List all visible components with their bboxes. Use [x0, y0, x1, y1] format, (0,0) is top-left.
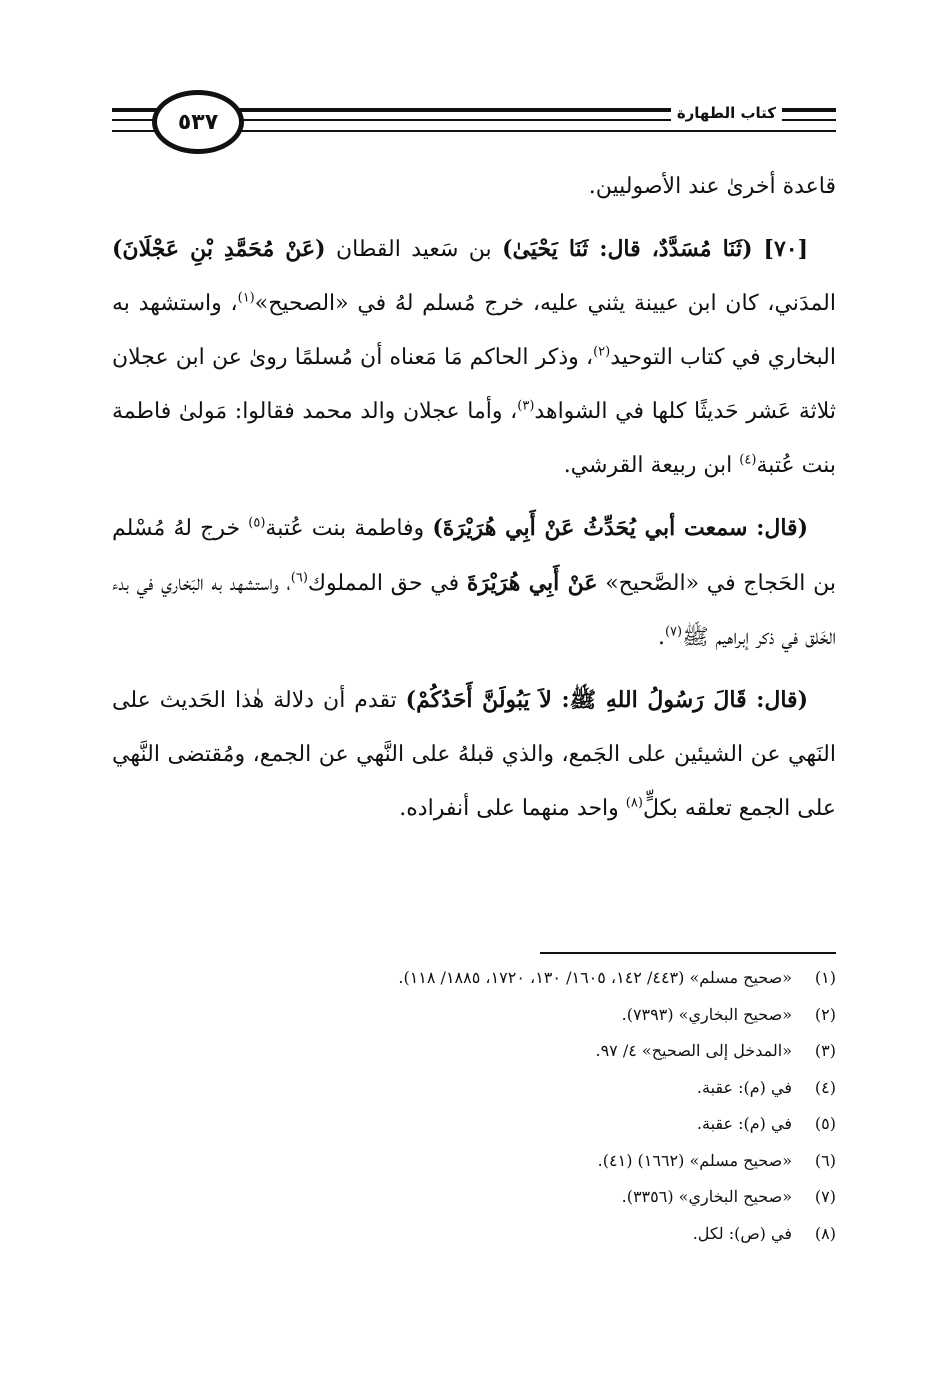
paragraph-1: قاعدة أخرىٰ عند الأصوليين. [588, 174, 836, 199]
hadith-chain: (عَنْ مُحَمَّدِ بْنِ عَجْلَانَ) [112, 236, 326, 262]
footnote-item [112, 1179, 836, 1216]
footnote-item [112, 1070, 836, 1107]
footnote-text: «صحيح البخاري» (٣٣٥٦). [621, 1187, 792, 1206]
text-span: خرج لهُ مُسْلم بن الحَجاج في «الصَّحيح» [112, 516, 836, 596]
footnote-number: (٣) [814, 1041, 836, 1060]
footnote-separator [540, 952, 836, 954]
footnote-number: (٤) [814, 1077, 836, 1097]
footnote-text: في (م): عقبة. [696, 1077, 792, 1097]
text-span: ، وذكر الحاكم مَا مَعناه أن مُسلمًا روىٰ عن ابن عجلان ثلاثة عَشر حَديثًا كلها في الشواهد [112, 345, 836, 424]
footnote-text: في (م): عقبة. [696, 1114, 792, 1133]
footnote-number: (٥) [814, 1114, 836, 1133]
footnote-ref-5[interactable]: (٥) [248, 515, 266, 531]
footnote-ref-4[interactable]: (٤) [739, 452, 757, 468]
footnote-item [112, 1106, 836, 1143]
footnote-ref-8[interactable]: (٨) [625, 795, 643, 811]
text-span: وفاطمة بنت عُتبة [265, 516, 433, 541]
footnote-text: «صحيح مسلم» (٤٤٣/ ١٤٢، ١٦٠٥/ ١٣٠، ١٧٢٠، ١٨٨٥/ ١١٨). [398, 968, 792, 987]
text-span: بن سَعيد القطان [325, 237, 503, 262]
paragraph-70 [112, 222, 836, 493]
text-span: ، وأما عجلان والد محمد فقالوا: مَولىٰ فاطمة بنت عُتبة [112, 399, 836, 478]
footnote-text: «صحيح مسلم» (١٦٦٢) (٤١). [597, 1150, 792, 1170]
footnote-item [112, 960, 836, 997]
footnote-item [112, 1033, 836, 1070]
text-span: ، واستشهد به البَخاري في بدء الخَلق في ذكر إبراهيم ﷺ [112, 571, 836, 650]
footnote-item [112, 997, 836, 1034]
text-span: ابن ربيعة القرشي. [563, 453, 740, 478]
hadith-chain: [٧٠] (ثَنَا مُسَدَّدٌ، قال: ثَنَا يَحْيَىٰ) [502, 236, 808, 262]
footnote-number: (٢) [814, 1004, 836, 1024]
footnote-number: (٦) [814, 1150, 836, 1170]
main-text [112, 160, 836, 844]
footnote-item [112, 1216, 836, 1253]
paragraph-4 [112, 673, 836, 836]
text-span: ، واستشهد به البخاري في كتاب التوحيد [112, 291, 836, 370]
page-number-badge [152, 90, 244, 154]
page-number: ٥٣٧ [177, 109, 219, 135]
footnote-ref-3[interactable]: (٣) [517, 398, 535, 414]
text-span: في حق المملوك [307, 571, 467, 596]
text-span: واحد منهما على أنفراده. [399, 796, 626, 821]
chapter-title: كتاب الطهارة [671, 104, 782, 122]
footnote-number: (٨) [814, 1223, 836, 1243]
footnote-item [112, 1143, 836, 1180]
footnote-text: «صحيح البخاري» (٧٣٩٣). [621, 1004, 792, 1024]
text-span: تقدم أن دلالة هٰذا الحَديث على النَهي عن الشيئين على الجَمع، والذي قبلهُ على النَّهي عن الجمع، ومُقتضى النَّهي على الجمع تعلقه بكلٍّ [112, 688, 836, 821]
hadith-chain: (قال: سمعت أبي يُحَدِّثُ عَنْ أَبِي هُرَيْرَةَ) [432, 515, 808, 541]
hadith-chain: عَنْ أَبِي هُرَيْرَةَ [466, 570, 598, 596]
footnote-ref-6[interactable]: (٦) [290, 570, 308, 586]
text-span: المدَني، كان ابن عيينة يثني عليه، خرج مُسلم لهُ في «الصحيح» [254, 291, 836, 316]
footnote-ref-7[interactable]: (٧) [664, 624, 683, 640]
footnote-ref-1[interactable]: (١) [237, 290, 255, 306]
hadith-text: (قال: قَالَ رَسُولُ اللهِ ﷺ: لاَ يَبُولَنَّ أَحَدُكُمْ) [405, 687, 808, 713]
footnote-text: في (ص): لكل. [692, 1223, 792, 1243]
text-span: . [657, 625, 665, 650]
footnote-number: (١) [814, 968, 836, 987]
paragraph-3 [112, 501, 836, 665]
footnote-text: «المدخل إلى الصحيح» ٤/ ٩٧. [595, 1041, 792, 1060]
page-header [112, 88, 836, 160]
footnotes [112, 960, 836, 1252]
footnote-ref-2[interactable]: (٢) [593, 344, 611, 360]
footnote-number: (٧) [814, 1187, 836, 1206]
